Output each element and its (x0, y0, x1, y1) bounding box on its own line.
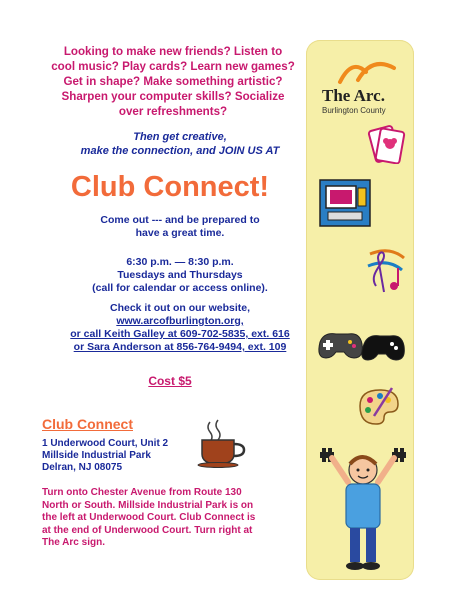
cta-line: Then get creative, (133, 131, 227, 143)
cost-label: Cost $5 (148, 374, 192, 388)
coffee-cup-icon (194, 418, 250, 468)
intro-paragraph (28, 44, 318, 119)
website-link[interactable]: www.arcofburlington.org, (116, 315, 244, 327)
contact-keith[interactable]: or call Keith Galley at 609-702-5835, ext. 616 (70, 328, 290, 340)
website-intro: Check it out on our website, (109, 302, 250, 314)
arc-logo-subtitle: Burlington County (322, 106, 386, 115)
intro-line: Looking to make new friends? Listen to (63, 45, 283, 58)
schedule-days: Tuesdays and Thursdays (117, 269, 243, 281)
prep-line: have a great time. (135, 227, 225, 239)
game-controllers-icon (316, 328, 408, 364)
directions-line: North or South. Millside Industrial Park is on (42, 499, 254, 511)
directions-line: the left at Underwood Court. Club Connect is (42, 512, 256, 524)
address-line: Millside Industrial Park (42, 450, 151, 461)
directions-line: The Arc sign. (42, 537, 105, 549)
schedule (40, 256, 320, 295)
playing-cards-icon (364, 124, 408, 164)
arc-logo-icon (336, 54, 398, 86)
music-notes-icon (364, 246, 408, 296)
directions-line: at the end of Underwood Court. Turn right at (42, 524, 253, 536)
computer-icon (318, 178, 372, 228)
prep-text (60, 214, 300, 240)
call-to-action (60, 130, 300, 158)
directions (42, 487, 302, 550)
address (42, 438, 168, 474)
dumbbell-figure-icon (318, 430, 408, 578)
intro-line: Get in shape? Make something artistic? (63, 75, 283, 88)
schedule-note: (call for calendar or access online). (92, 282, 268, 294)
page-title: Club Connect! (70, 171, 270, 203)
website-block (20, 302, 340, 354)
cta-line: make the connection, and JOIN US AT (80, 145, 280, 157)
address-line: 1 Underwood Court, Unit 2 (42, 438, 169, 449)
prep-line: Come out --- and be prepared to (100, 214, 260, 226)
intro-line: Sharpen your computer skills? Socialize (61, 90, 285, 103)
intro-line: over refreshments? (118, 105, 228, 118)
arc-logo-text: The Arc. (322, 86, 385, 105)
location-title: Club Connect (42, 416, 133, 432)
contact-sara[interactable]: or Sara Anderson at 856-764-9494, ext. 109 (73, 341, 287, 353)
schedule-time: 6:30 p.m. — 8:30 p.m. (126, 256, 234, 268)
directions-line: Turn onto Chester Avenue from Route 130 (42, 487, 242, 498)
intro-line: cool music? Play cards? Learn new games? (51, 60, 295, 73)
address-line: Delran, NJ 08075 (42, 462, 123, 473)
paint-palette-icon (354, 386, 402, 426)
